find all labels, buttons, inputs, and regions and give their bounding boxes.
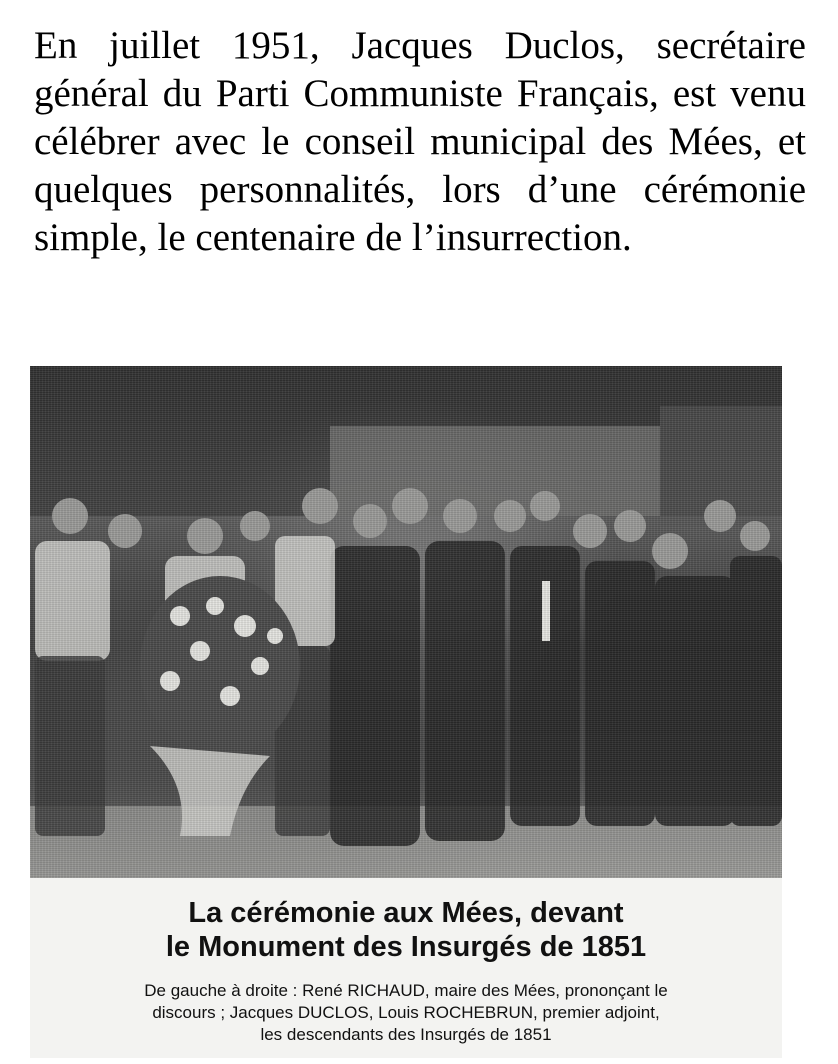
newspaper-clipping: [30, 366, 782, 1058]
clipping-caption: [34, 980, 778, 1046]
clipping-headline-line-1: La cérémonie aux Mées, devant: [188, 897, 624, 929]
intro-paragraph: En juillet 1951, Jacques Duclos, secrétaire général du Parti Communiste Français, est venu célébrer avec le conseil municipal des Mées, et quelques personnalités, lors d’une cérémonie simple, le centenaire de l’insurrection.: [34, 24, 806, 259]
clipping-caption-line-3: les descendants des Insurgés de 1851: [260, 1025, 552, 1044]
clipping-caption-line-1: De gauche à droite : René RICHAUD, maire des Mées, prononçant le: [144, 981, 668, 1000]
ceremony-photo: [30, 366, 782, 878]
clipping-headline: [30, 896, 782, 964]
clipping-caption-line-2: discours ; Jacques DUCLOS, Louis ROCHEBRUN, premier adjoint,: [152, 1003, 660, 1022]
ceremony-photo-drawing: [30, 366, 782, 878]
clipping-headline-line-2: le Monument des Insurgés de 1851: [165, 931, 647, 963]
